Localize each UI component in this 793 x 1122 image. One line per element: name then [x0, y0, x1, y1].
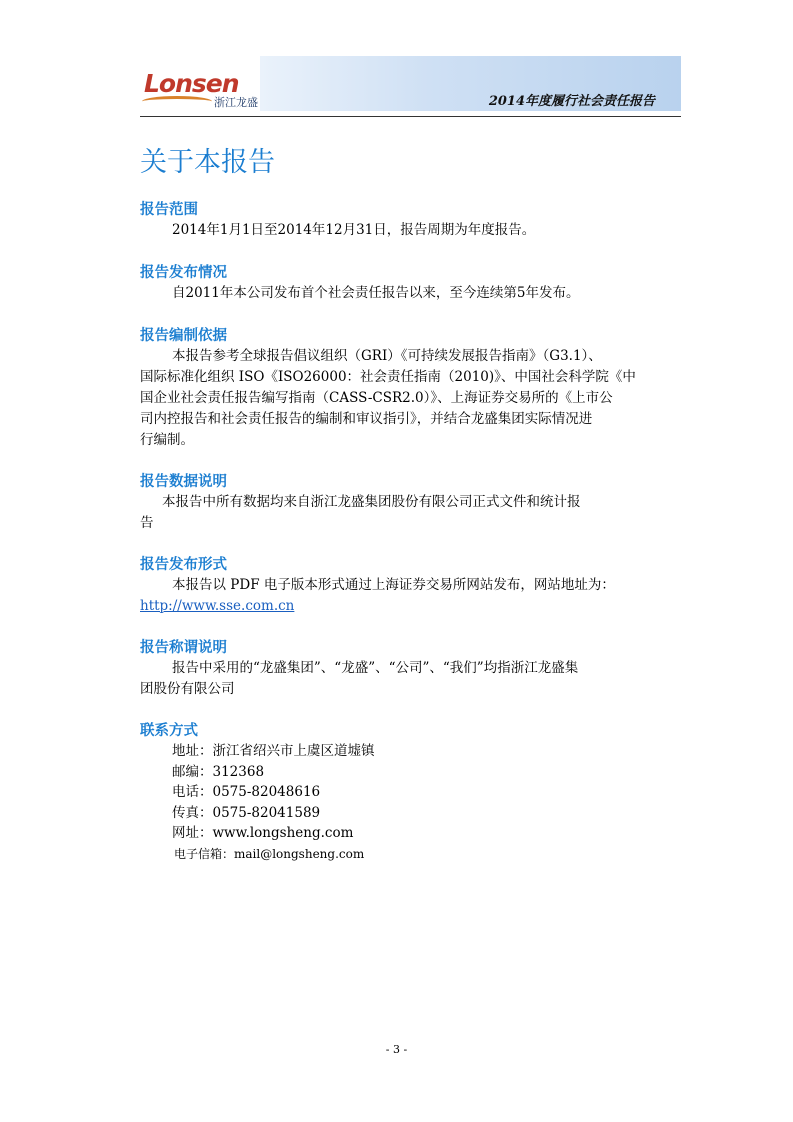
section-terminology — [140, 638, 675, 700]
section-text: 国际标准化组织 ISO《ISO26000：社会责任指南（2010)》、中国社会科学院《中 — [140, 369, 636, 385]
section-heading: 报告称谓说明 — [140, 640, 227, 656]
sse-website-link[interactable]: http://www.sse.com.cn — [140, 598, 295, 614]
section-report-scope — [140, 200, 675, 241]
section-contact — [140, 721, 675, 864]
section-text: 本报告参考全球报告倡议组织（GRI）《可持续发展报告指南》（G3.1）、 — [172, 348, 602, 364]
section-publication-status — [140, 263, 675, 304]
section-text: 本报告中所有数据均来自浙江龙盛集团股份有限公司正式文件和统计报 — [162, 494, 581, 510]
section-text: 司内控报告和社会责任报告的编制和审议指引》，并结合龙盛集团实际情况进 — [140, 411, 593, 427]
section-text: 告 — [140, 515, 154, 531]
logo-wordmark: Lonsen — [144, 69, 239, 98]
section-heading: 报告发布形式 — [140, 557, 227, 573]
company-logo — [140, 69, 260, 111]
section-heading: 报告发布情况 — [140, 265, 227, 281]
section-data-description — [140, 472, 675, 534]
contact-fax: 传真：0575-82041589 — [172, 804, 321, 821]
section-compilation-basis — [140, 326, 675, 451]
section-text: 2014年1月1日至2014年12月31日，报告周期为年度报告。 — [172, 222, 536, 238]
contact-email: 电子信箱：mail@longsheng.com — [174, 846, 365, 861]
logo-swoosh-icon — [142, 96, 212, 107]
contact-address: 地址：浙江省绍兴市上虞区道墟镇 — [172, 743, 375, 759]
header-divider — [140, 116, 681, 117]
section-text: 国企业社会责任报告编写指南（CASS-CSR2.0）》、上海证券交易所的《上市公 — [140, 390, 613, 406]
section-text: 行编制。 — [140, 432, 194, 448]
section-text: 团股份有限公司 — [140, 681, 235, 697]
section-text: 报告中采用的“龙盛集团”、“龙盛”、“公司”、“我们”均指浙江龙盛集 — [172, 660, 579, 676]
page-number: - 3 - — [385, 1043, 408, 1056]
contact-phone: 电话：0575-82048616 — [172, 784, 321, 800]
contact-postcode: 邮编：312368 — [172, 763, 265, 780]
header-banner — [260, 56, 681, 111]
section-heading: 报告数据说明 — [140, 474, 227, 490]
section-publication-form — [140, 555, 675, 617]
contact-website: 网址：www.longsheng.com — [172, 825, 354, 841]
page-header — [140, 56, 681, 113]
section-text: 自2011年本公司发布首个社会责任报告以来，至今连续第5年发布。 — [172, 285, 580, 301]
section-text: 本报告以 PDF 电子版本形式通过上海证券交易所网站发布，网站地址为： — [172, 577, 615, 593]
logo-subtitle: 浙江龙盛 — [214, 96, 258, 109]
section-heading: 报告编制依据 — [140, 328, 227, 344]
section-heading: 报告范围 — [140, 202, 198, 218]
section-heading: 联系方式 — [140, 723, 198, 739]
report-banner-title: 2014年度履行社会责任报告 — [488, 94, 655, 109]
page-title: 关于本报告 — [140, 147, 275, 178]
